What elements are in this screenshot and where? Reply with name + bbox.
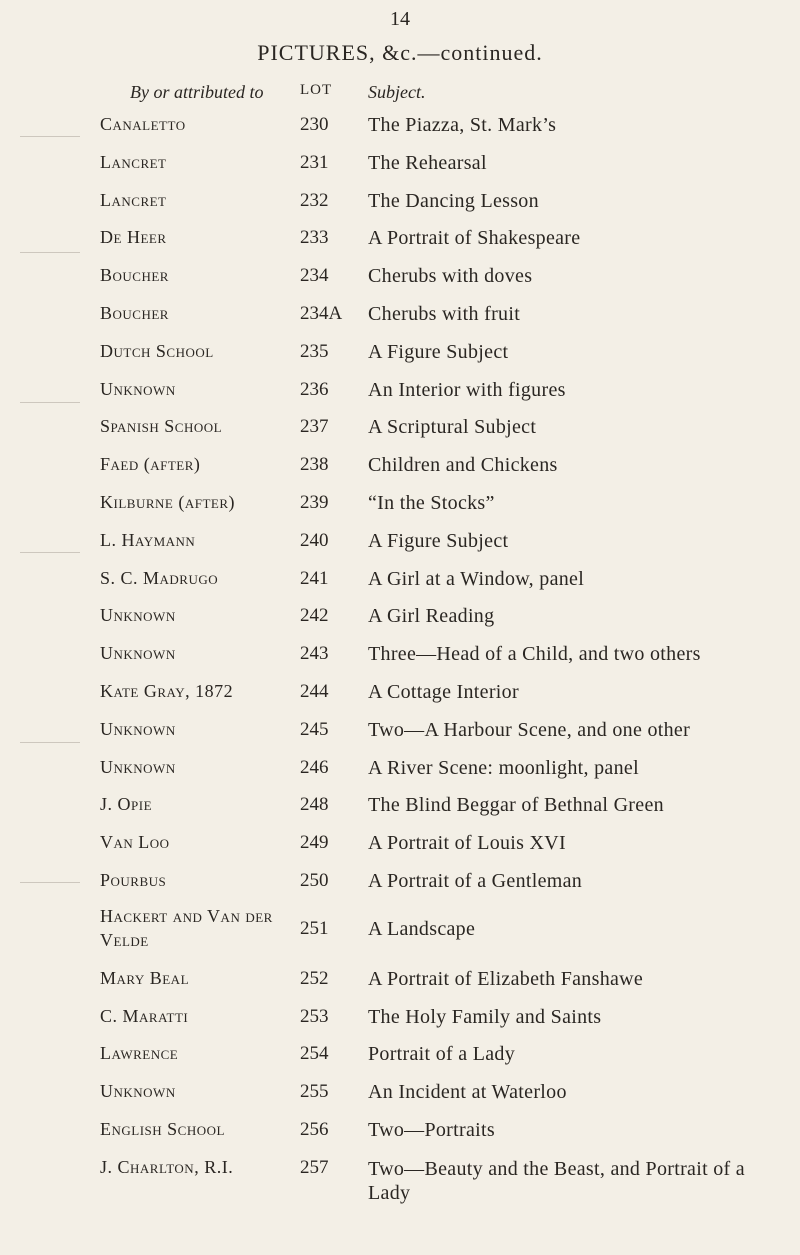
artist-name: Unknown bbox=[100, 1081, 176, 1102]
artist-name: Unknown bbox=[100, 643, 176, 664]
subject-title: The Dancing Lesson bbox=[368, 189, 539, 212]
subject-title: A Figure Subject bbox=[368, 340, 509, 363]
lot-row bbox=[0, 826, 800, 864]
lot-number: 253 bbox=[300, 1005, 329, 1027]
lot-number: 230 bbox=[300, 114, 329, 135]
artist-name: Boucher bbox=[100, 265, 169, 286]
subject-title: A Portrait of Louis XVI bbox=[368, 832, 566, 855]
artist-name: Lancret bbox=[100, 151, 167, 172]
lot-row bbox=[0, 184, 800, 222]
artist-name: Faed (after) bbox=[100, 454, 201, 475]
artist-name: Unknown bbox=[100, 378, 176, 399]
subject-title: A Scriptural Subject bbox=[368, 416, 537, 439]
lot-row bbox=[0, 297, 800, 335]
lot-row bbox=[0, 788, 800, 826]
artist-name: S. C. Madrugo bbox=[100, 567, 219, 588]
lot-row bbox=[0, 1075, 800, 1113]
page-title: PICTURES, &c.—continued. bbox=[257, 40, 543, 65]
lot-number: 255 bbox=[300, 1081, 329, 1103]
lot-row bbox=[0, 335, 800, 373]
lot-row bbox=[0, 146, 800, 184]
subject-title: A Girl at a Window, panel bbox=[368, 567, 585, 590]
lot-number: 257 bbox=[300, 1156, 329, 1178]
subject-title: A River Scene: moonlight, panel bbox=[368, 756, 639, 779]
lot-number: 232 bbox=[300, 189, 329, 211]
subject-title: A Figure Subject bbox=[368, 529, 509, 552]
lot-row bbox=[0, 486, 800, 524]
subject-title: A Landscape bbox=[368, 917, 476, 940]
lot-number: 239 bbox=[300, 491, 329, 513]
artist-name: De Heer bbox=[100, 227, 167, 248]
lot-number: 246 bbox=[300, 756, 329, 778]
lot-row bbox=[0, 448, 800, 486]
subject-title: The Piazza, St. Mark’s bbox=[368, 114, 557, 136]
lot-number: 238 bbox=[300, 454, 329, 476]
lot-number: 240 bbox=[300, 529, 329, 551]
subject-title: A Portrait of Shakespeare bbox=[368, 227, 581, 250]
artist-name: J. Charlton, R.I. bbox=[100, 1156, 234, 1177]
artist-name: Van Loo bbox=[100, 832, 170, 853]
lot-row bbox=[0, 410, 800, 448]
subject-title: A Girl Reading bbox=[368, 605, 495, 628]
lot-row bbox=[0, 1037, 800, 1075]
subject-title: A Cottage Interior bbox=[368, 680, 519, 703]
page-number: 14 bbox=[390, 8, 410, 30]
lot-number: 256 bbox=[300, 1118, 329, 1140]
lot-row bbox=[0, 962, 800, 1000]
lot-list bbox=[0, 108, 800, 1204]
lot-row bbox=[0, 1000, 800, 1038]
artist-name: Unknown bbox=[100, 756, 176, 777]
artist-name: Boucher bbox=[100, 302, 169, 323]
lot-row bbox=[0, 562, 800, 600]
artist-name: Canaletto bbox=[100, 114, 186, 134]
subject-title: Children and Chickens bbox=[368, 454, 558, 477]
lot-number: 233 bbox=[300, 227, 329, 249]
lot-number: 254 bbox=[300, 1043, 329, 1065]
lot-number: 245 bbox=[300, 718, 329, 740]
lot-row bbox=[0, 675, 800, 713]
subject-title: “In the Stocks” bbox=[368, 491, 495, 514]
lot-number: 236 bbox=[300, 378, 329, 400]
lot-number: 231 bbox=[300, 151, 329, 173]
artist-name: Spanish School bbox=[100, 416, 223, 437]
lot-row bbox=[0, 108, 800, 146]
subject-title: The Blind Beggar of Bethnal Green bbox=[368, 794, 664, 817]
artist-name: Mary Beal bbox=[100, 967, 190, 988]
subject-title: An Incident at Waterloo bbox=[368, 1081, 567, 1104]
artist-name: Lawrence bbox=[100, 1043, 179, 1064]
artist-name: Lancret bbox=[100, 189, 167, 210]
lot-number: 242 bbox=[300, 605, 329, 627]
subject-title: Cherubs with doves bbox=[368, 265, 533, 288]
lot-number: 251 bbox=[300, 917, 329, 939]
subject-title: Two—Portraits bbox=[368, 1118, 495, 1141]
lot-row bbox=[0, 751, 800, 789]
lot-row bbox=[0, 524, 800, 562]
artist-name: Dutch School bbox=[100, 340, 214, 361]
lot-row bbox=[0, 1151, 800, 1204]
artist-name: Pourbus bbox=[100, 869, 167, 890]
header-lot: LOT bbox=[300, 82, 333, 98]
lot-number: 234 bbox=[300, 265, 329, 287]
subject-title: An Interior with figures bbox=[368, 378, 566, 401]
lot-number: 234A bbox=[300, 302, 343, 324]
artist-name: C. Maratti bbox=[100, 1005, 189, 1026]
artist-name: J. Opie bbox=[100, 794, 153, 815]
header-artist: By or attributed to bbox=[130, 82, 264, 102]
subject-title: Cherubs with fruit bbox=[368, 302, 521, 325]
lot-number: 241 bbox=[300, 567, 329, 589]
lot-row bbox=[0, 259, 800, 297]
artist-name: L. Haymann bbox=[100, 529, 196, 550]
lot-row bbox=[0, 902, 800, 962]
lot-number: 243 bbox=[300, 643, 329, 665]
subject-title: The Rehearsal bbox=[368, 151, 487, 174]
lot-row bbox=[0, 637, 800, 675]
lot-number: 250 bbox=[300, 869, 329, 891]
lot-row bbox=[0, 713, 800, 751]
subject-title: The Holy Family and Saints bbox=[368, 1005, 602, 1028]
lot-row bbox=[0, 221, 800, 259]
lot-row bbox=[0, 864, 800, 902]
subject-title: A Portrait of Elizabeth Fanshawe bbox=[368, 967, 644, 990]
header-subject: Subject. bbox=[368, 82, 426, 102]
lot-number: 252 bbox=[300, 967, 329, 989]
subject-title: Three—Head of a Child, and two others bbox=[368, 643, 701, 666]
lot-number: 237 bbox=[300, 416, 329, 438]
artist-name: Kate Gray, 1872 bbox=[100, 680, 234, 701]
artist-name: Unknown bbox=[100, 605, 176, 626]
subject-title: Two—A Harbour Scene, and one other bbox=[368, 718, 691, 741]
lot-row bbox=[0, 1113, 800, 1151]
artist-name: Unknown bbox=[100, 718, 176, 739]
lot-number: 244 bbox=[300, 680, 329, 702]
lot-row bbox=[0, 599, 800, 637]
artist-name: English School bbox=[100, 1118, 225, 1139]
artist-name: Kilburne (after) bbox=[100, 491, 235, 512]
subject-title: Portrait of a Lady bbox=[368, 1043, 516, 1066]
lot-number: 235 bbox=[300, 340, 329, 362]
lot-number: 248 bbox=[300, 794, 329, 816]
subject-title: Two—Beauty and the Beast, and Portrait of a Lady bbox=[368, 1157, 745, 1204]
artist-name: Hackert and Van der Velde bbox=[100, 905, 273, 950]
lot-row bbox=[0, 373, 800, 411]
subject-title: A Portrait of a Gentleman bbox=[368, 869, 583, 892]
lot-number: 249 bbox=[300, 832, 329, 854]
